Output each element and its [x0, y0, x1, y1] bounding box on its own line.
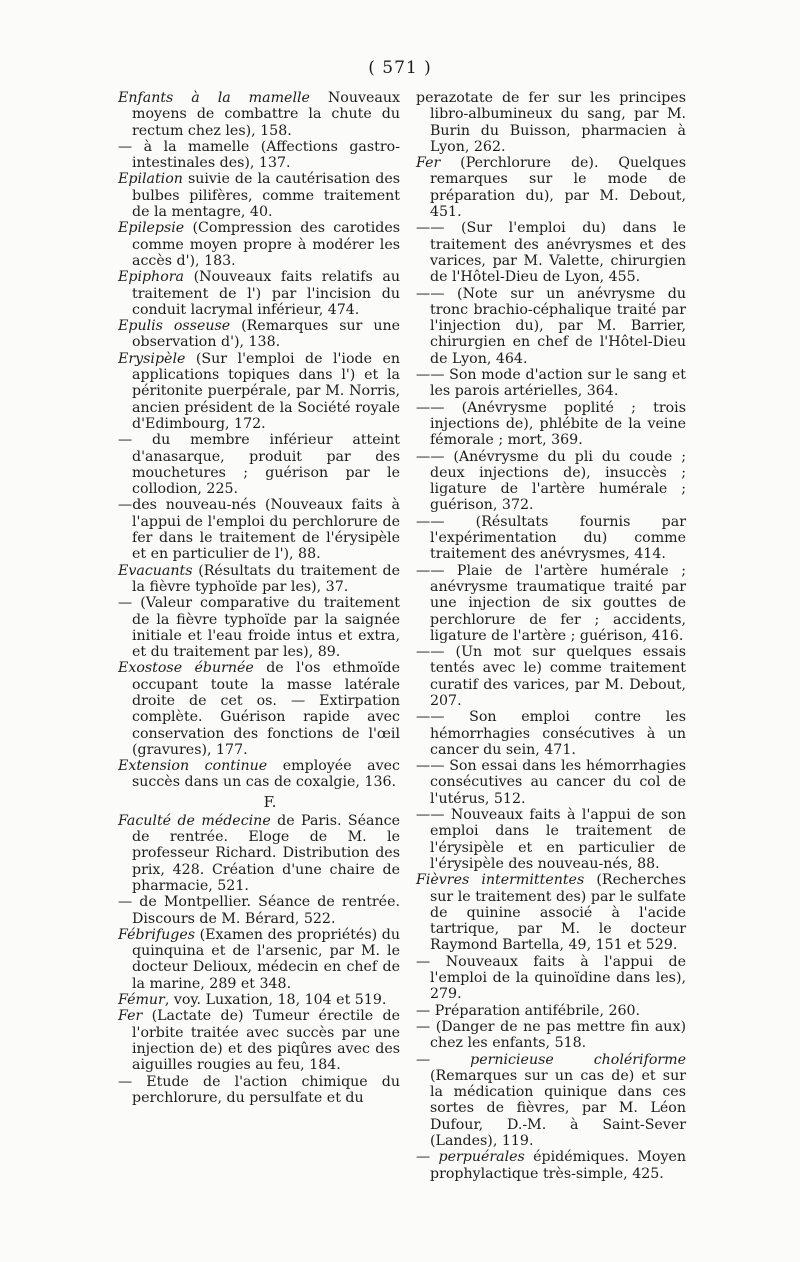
entry-heading: Exostose éburnée	[118, 660, 254, 677]
index-entry	[416, 954, 686, 1003]
entry-text: — Nouveaux faits à l'appui de l'emploi de la quinoïdine dans les), 279.	[416, 953, 686, 1003]
entry-text: — à la mamelle (Affections gastro-intestinales des), 137.	[118, 138, 400, 172]
index-entry	[118, 318, 400, 351]
entry-heading: Epiphora	[118, 269, 184, 286]
index-entry	[118, 432, 400, 497]
index-entry	[416, 90, 686, 155]
entry-text: (Lactate de) Tumeur érectile de l'orbite traitée avec succès par une injection de) et des piqûres avec des aiguilles rougies au feu, 184.	[132, 1008, 400, 1074]
entry-heading: Fémur	[118, 992, 165, 1009]
index-entry	[416, 1149, 686, 1182]
entry-heading: Epilation	[118, 171, 183, 188]
index-entry	[118, 894, 400, 927]
section-letter: F.	[263, 792, 277, 811]
index-entry	[416, 286, 686, 367]
entry-text: (Recherches sur le traitement des) par le sulfate de quinine associé à l'acide tartrique, par M. le docteur Raymond Bartella, 49, 151 et 529.	[430, 872, 686, 954]
index-entry	[118, 1008, 400, 1073]
index-entry	[416, 1019, 686, 1052]
entry-text: (Résultats du traitement de la fièvre typhoïde par les), 37.	[132, 562, 400, 595]
left-column	[118, 90, 400, 1106]
index-entry	[118, 139, 400, 172]
entry-heading: — perpuérales	[416, 1149, 525, 1166]
entry-text: (Nouveaux faits relatifs au traitement de l') par l'incision du conduit lacrymal inférieur, 474.	[132, 269, 400, 318]
index-entry	[118, 563, 400, 596]
entry-text: perazotate de fer sur les principes libro-albumineux du sang, par M. Burin du Buisson, pharmacien à Lyon, 262.	[416, 90, 686, 155]
entry-heading: Fer	[416, 155, 441, 172]
entry-text: —— Plaie de l'artère humérale ; anévrysme traumatique traité par une injection de six gouttes de perchlorure de fer ; accidents, ligature de l'artère ; guérison, 416.	[416, 562, 686, 644]
index-entry	[118, 171, 400, 220]
entry-heading: Enfants à la mamelle	[118, 90, 310, 106]
entry-text: (Compression des carotides comme moyen propre à modérer les accès d'), 183.	[132, 220, 400, 269]
entry-heading: — pernicieuse cholériforme	[416, 1051, 686, 1068]
entry-heading: Fer	[118, 1008, 143, 1025]
index-entry	[416, 155, 686, 220]
index-entry	[416, 220, 686, 285]
index-entry	[416, 514, 686, 563]
entry-text: —— (Un mot sur quelques essais tentés avec le) comme traitement curatif des varices, par M. Debout, 207.	[416, 644, 686, 709]
entry-heading: Faculté de médecine	[118, 812, 271, 829]
index-entry	[118, 927, 400, 992]
entry-text: — Etude de l'action chimique du perchlorure, du persulfate et du	[118, 1073, 400, 1106]
index-entry	[118, 1074, 400, 1107]
index-entry	[416, 872, 686, 953]
index-entry	[118, 269, 400, 318]
entry-text: de l'os ethmoïde occupant toute la masse latérale droite de cet os. — Extirpation complète. Guérison rapide avec conservation des fonctions de l'œil (gravures), 177.	[132, 660, 401, 758]
right-column	[416, 90, 686, 1182]
entry-heading: Fièvres intermittentes	[416, 872, 585, 889]
entry-text: (Sur l'emploi de l'iode en applications topiques dans l') et la péritonite puerpérale, par M. Norris, ancien président de la Société royale d'Edimbourg, 172.	[132, 350, 400, 432]
entry-heading: Erysipèle	[118, 350, 186, 367]
index-entry	[118, 595, 400, 660]
entry-text: employée avec succès dans un cas de coxalgie, 136.	[132, 758, 400, 791]
index-entry	[118, 351, 400, 432]
index-entry	[416, 563, 686, 644]
entry-heading: Evacuants	[118, 562, 193, 579]
entry-text: — (Valeur comparative du traitement de la fièvre typhoïde par la saignée initiale et l'eau froide intus et extra, et du traitement par les), 89.	[118, 595, 400, 661]
index-entry	[416, 758, 686, 807]
index-entry	[118, 758, 400, 791]
entry-text: —des nouveau-nés (Nouveaux faits à l'appui de l'emploi du perchlorure de fer dans le traitement de l'érysipèle et en particulier de l'), 88.	[118, 497, 400, 563]
index-entry	[416, 1003, 686, 1019]
entry-text: épidémiques. Moyen prophylactique très-simple, 425.	[430, 1149, 686, 1182]
entry-text: — de Montpellier. Séance de rentrée. Discours de M. Bérard, 522.	[118, 894, 400, 927]
entry-text: —— Son emploi contre les hémorrhagies consécutives à un cancer du sein, 471.	[416, 709, 686, 758]
entry-text: — Préparation antifébrile, 260.	[416, 1002, 641, 1019]
entry-text: de Paris. Séance de rentrée. Eloge de M. le professeur Richard. Distribution des prix, 428. Création d'une chaire de pharmacie, 521.	[132, 812, 400, 894]
entry-heading: Extension continue	[118, 758, 268, 775]
entry-heading: Epilepsie	[118, 220, 185, 237]
index-entry	[416, 807, 686, 872]
index-entry	[416, 644, 686, 709]
entry-text: —— (Résultats fournis par l'expérimentation du) comme traitement des anévrysmes, 414.	[416, 513, 686, 563]
entry-text: (Remarques sur un cas de) et sur la médication quinique dans ces sortes de fièvres, par M. Léon Dufour, D.-M. à Saint-Sever (Landes), 119.	[430, 1067, 686, 1149]
entry-text: —— Son essai dans les hémorrhagies consécutives au cancer du col de l'utérus, 512.	[416, 758, 686, 807]
index-entry	[118, 660, 400, 758]
entry-text: (Remarques sur une observation d'), 138.	[132, 318, 400, 351]
entry-text: —— (Anévrysme poplité ; trois injections de), phlébite de la veine fémorale ; mort, 369.	[416, 399, 686, 449]
entry-text: — (Danger de ne pas mettre fin aux) chez les enfants, 518.	[416, 1018, 686, 1052]
entry-text: — du membre inférieur atteint d'anasarque, produit par des mouchetures ; guérison par le collodion, 225.	[118, 432, 400, 498]
index-entry	[118, 992, 400, 1008]
index-entry	[118, 813, 400, 894]
entry-text: —— Nouveaux faits à l'appui de son emploi dans le traitement de l'érysipèle et en particulier de l'érysipèle des nouveau-nés, 88.	[416, 807, 686, 872]
entry-text: —— Son mode d'action sur le sang et les parois artérielles, 364.	[416, 367, 686, 400]
entry-text: suivie de la cautérisation des bulbes pilifères, comme traitement de la mentagre, 40.	[132, 171, 400, 221]
entry-text: —— (Anévrysme du pli du coude ; deux injections de), insuccès ; ligature de l'artère humérale ; guérison, 372.	[416, 448, 686, 514]
entry-text: —— (Note sur un anévrysme du tronc brachio-céphalique traité par l'injection du), par M. Barrier, chirurgien en chef de l'Hôtel-Dieu de Lyon, 464.	[416, 285, 686, 367]
index-entry	[118, 90, 400, 139]
entry-text: —— (Sur l'emploi du) dans le traitement des anévrysmes et des varices, par M. Valette, chirurgien de l'Hôtel-Dieu de Lyon, 455.	[416, 220, 686, 286]
page-number: ( 571 )	[368, 58, 432, 78]
entry-heading: Fébrifuges	[118, 926, 196, 943]
entry-text: (Perchlorure de). Quelques remarques sur le mode de préparation du), par M. Debout, 451.	[430, 155, 686, 221]
entry-text: , voy. Luxation, 18, 104 et 519.	[164, 992, 387, 1009]
index-entry	[416, 709, 686, 758]
index-entry	[118, 497, 400, 562]
index-entry	[416, 449, 686, 514]
index-entry	[416, 367, 686, 400]
index-entry	[416, 1052, 686, 1150]
entry-heading: Epulis osseuse	[118, 318, 231, 335]
entry-text: (Examen des propriétés) du quinquina et de l'arsenic, par M. le docteur Delioux, médecin en chef de la marine, 289 et 348.	[132, 926, 400, 992]
entry-text: Nouveaux moyens de combattre la chute du rectum chez les), 158.	[132, 90, 400, 139]
index-entry	[416, 400, 686, 449]
index-entry	[118, 220, 400, 269]
